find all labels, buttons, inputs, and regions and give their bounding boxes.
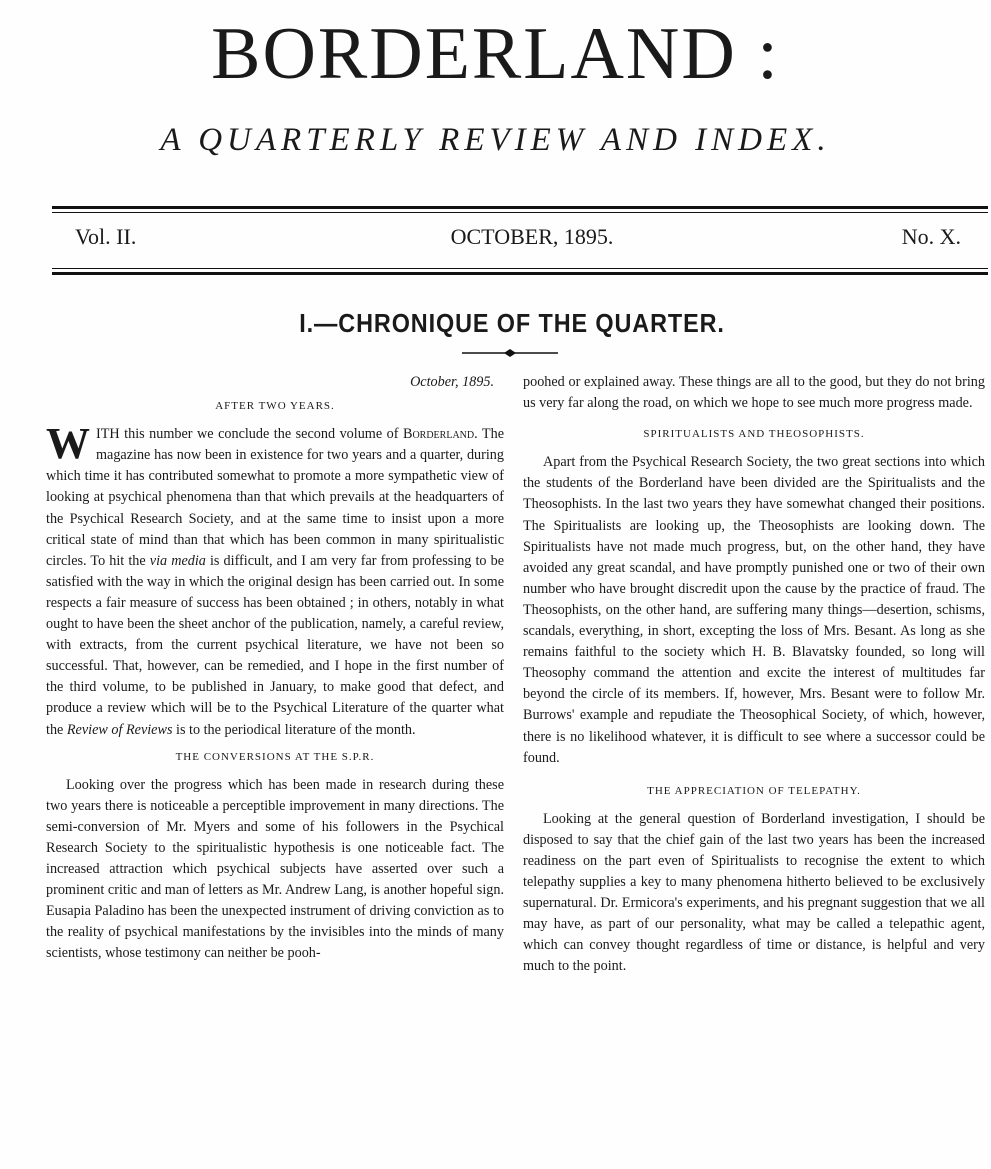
section-title-after-two-years: AFTER TWO YEARS. (215, 400, 335, 413)
drop-cap: W (46, 419, 90, 469)
masthead-subtitle: A QUARTERLY REVIEW AND INDEX. (160, 122, 831, 158)
top-rule-thin (52, 212, 988, 213)
paragraph-conversions-continued: poohed or explained away. These things are all to the good, but they do not bring us very far along the road, on which we hope to see much more progress made. (523, 374, 985, 412)
dateline: October, 1895. (410, 374, 494, 390)
article-heading: I.—CHRONIQUE OF THE QUARTER. (299, 308, 725, 338)
masthead-title: BORDERLAND : (211, 13, 780, 95)
bottom-rule-thick (52, 272, 988, 275)
section-title-telepathy: THE APPRECIATION OF TELEPATHY. (647, 784, 861, 797)
paragraph-telepathy: Looking at the general question of Borderland investigation, I should be disposed to say that the chief gain of the last two years has been the increased readiness on the part even of Spiritualists to recognise the extent to which telepathy supplies a key to many phenomena hitherto believed to be exclusively supernatural. Dr. Ermicora's experiments, and his pregnant suggestion that we all may have, as part of our personality, what may be called a telepathic agent, which can convey thought regardless of time or distance, is helpful and very much to the point. (523, 810, 985, 975)
section-title-spiritualists: SPIRITUALISTS AND THEOSOPHISTS. (643, 428, 865, 441)
bottom-rule-thin (52, 268, 988, 269)
paragraph-after-two-years: WITH this number we conclude the second volume of Borderland. The magazine has now been in existence for two years and a quarter, during which time it has contributed somewhat to promote a more sympathetic view of looking at psychical phenomena than that which prevails at the headquarters of the Psychical Research Society, and at the same time to insist upon a more critical state of mind than that which has been common in many spiritualistic circles. To hit the via media is difficult, and I am very far from professing to be satisfied with the way in which the original design has been carried out. In some respects a fair measure of success has been obtained ; in others, notably in what ought to have been the sheet anchor of the publication, namely, a careful review, with extracts, from the current psychical literature, we have not been so successful. That, however, can be remedied, and I hope in the first number of the third volume, to be published in January, to make good that defect, and produce a review which will be to the Psychical Literature of the quarter what the Review of Reviews is to the periodical literature of the month. (46, 419, 505, 738)
paragraph-conversions: Looking over the progress which has been made in research during these two years there is noticeable a perceptible improvement in many directions. The semi-conversion of Mr. Myers and some of his followers in the Psychical Research Society to the spiritualistic hypothesis is one noticeable fact. The increased attraction which psychical subjects have asserted over such a prominent critic and man of letters as Mr. Andrew Lang, is another hopeful sign. Eusapia Paladino has been the unexpected instrument of driving conviction as to the reality of psychical manifestations by the invisibles into the minds of many scientists, whose testimony can neither be pooh- (46, 776, 504, 962)
ornament-divider (462, 348, 558, 358)
section-title-conversions: THE CONVERSIONS AT THE S.P.R. (175, 750, 375, 763)
issue-date: OCTOBER, 1895. (450, 224, 614, 249)
left-column (46, 372, 504, 965)
paragraph-spiritualists: Apart from the Psychical Research Society, the two great sections into which the students of the Borderland have been divided are the Spiritualists and the Theosophists. In the last two years they have somewhat changed their positions. The Spiritualists are looking up, the Theosophists are looking down. The Spiritualists have not made much progress, but, on the other hand, they have avoided any great scandal, and have promptly punished one or two of their own number who have brought discredit upon the cause by the practice of fraud. The Theosophists, on the other hand, are suffering many things—desertion, schisms, scandals, everything, in short, excepting the loss of Mrs. Besant. As long as she remains faithful to the society which H. B. Blavatsky founded, so long will Theosophy command the attention and excite the interest of multitudes far beyond the circle of its members. If, however, Mrs. Besant were to follow Mr. Burrows' example and repudiate the Theosophical Society, of which, however, there is no likelihood whatever, it is difficult to see where a successor could be found. (523, 454, 985, 766)
issue-number: No. X. (901, 224, 961, 249)
top-rule-thick (52, 206, 988, 209)
volume-label: Vol. II. (75, 224, 137, 249)
right-column (523, 372, 985, 978)
